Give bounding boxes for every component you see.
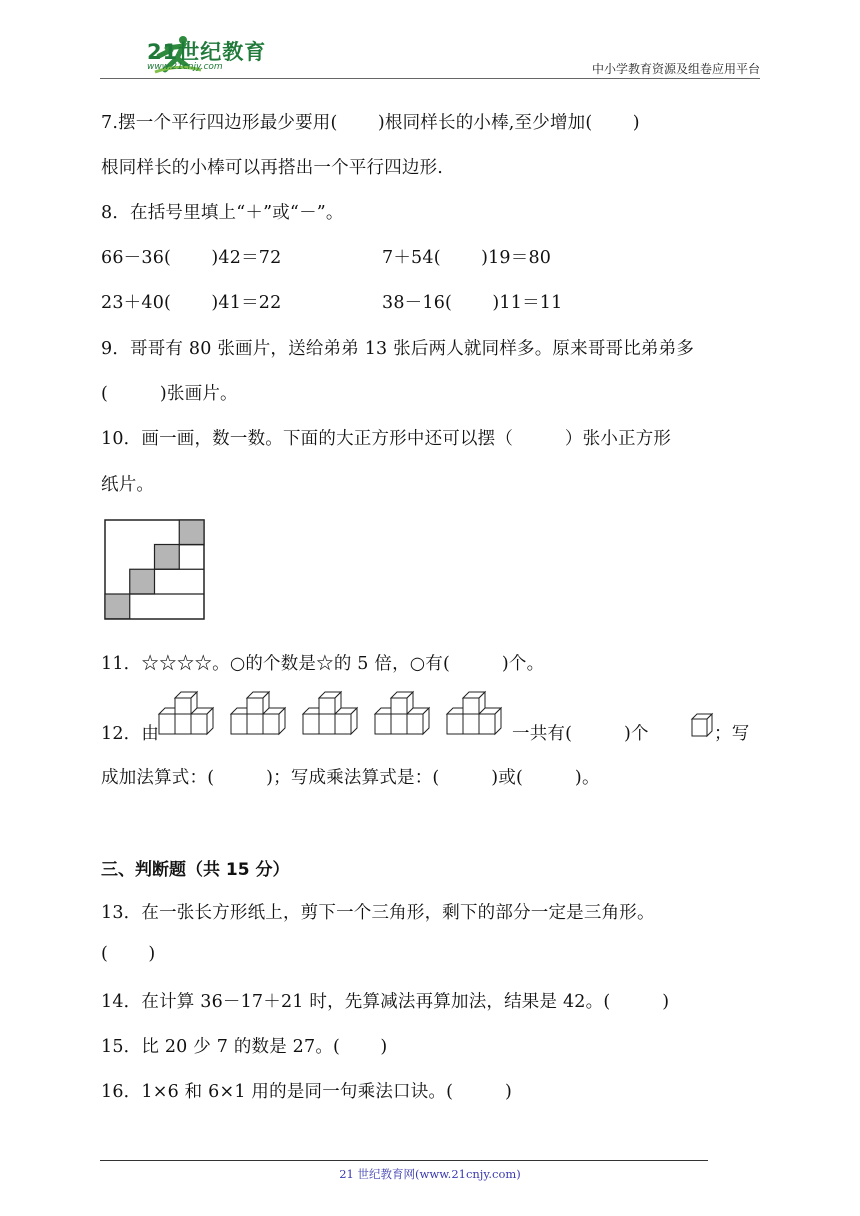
q7-line1: 7.摆一个平行四边形最少要用( )根同样长的小棒,至少增加( ) (101, 113, 640, 133)
header-platform-text: 中小学教育资源及组卷应用平台 (591, 62, 760, 76)
q10-line2: 纸片。 (101, 475, 155, 495)
q8-item-b: 7＋54( )19＝80 (382, 248, 552, 268)
section-title-judgement: 三、判断题（共 15 分） (101, 860, 290, 880)
footer-divider (100, 1160, 708, 1161)
header-divider (100, 78, 760, 79)
q12-line2: 成加法算式：( )；写成乘法算式是：( )或( )。 (101, 768, 600, 788)
cube-stack-2 (231, 692, 285, 734)
q8-title: 8．在括号里填上“＋”或“－”。 (101, 203, 344, 223)
q13-line2: ( ) (101, 944, 156, 964)
q10-line1: 10．画一画，数一数。下面的大正方形中还可以摆（ ）张小正方形 (101, 429, 672, 449)
q7-line2: 根同样长的小棒可以再搭出一个平行四边形. (101, 158, 444, 178)
cube-stacks-figure (159, 688, 514, 738)
q8-item-d: 38－16( )11＝11 (382, 293, 563, 313)
q8-item-c: 23＋40( )41＝22 (101, 293, 282, 313)
q12-prefix: 12．由 (101, 724, 160, 744)
small-square (179, 520, 204, 545)
q8-item-a: 66－36( )42＝72 (101, 248, 282, 268)
footer-text[interactable]: 21 世纪教育网(www.21cnjy.com) (339, 1167, 521, 1181)
q9-line2: ( )张画片。 (101, 384, 238, 404)
q9-line1: 9．哥哥有 80 张画片，送给弟弟 13 张后两人就同样多。原来哥哥比弟弟多 (101, 339, 695, 359)
q13-line1: 13．在一张长方形纸上，剪下一个三角形，剩下的部分一定是三角形。 (101, 903, 655, 923)
q14: 14．在计算 36－17＋21 时，先算减法再算加法，结果是 42。( ) (101, 992, 670, 1012)
q11: 11．☆☆☆☆。○的个数是☆的 5 倍，○有( )个。 (101, 654, 545, 674)
cube-stack-3 (303, 692, 357, 734)
logo-url: www.21cnjy.com (147, 62, 223, 72)
big-square-figure (104, 519, 206, 621)
single-cube-icon (691, 712, 713, 738)
small-square (105, 594, 130, 619)
cube-stack-4 (375, 692, 429, 734)
q12-mid: 一共有( )个 (512, 724, 649, 744)
small-square (130, 569, 155, 594)
small-square (155, 545, 180, 570)
q16: 16．1×6 和 6×1 用的是同一句乘法口诀。( ) (101, 1082, 513, 1102)
logo-text: 21世纪教育 (147, 40, 267, 64)
q12-suffix: ；写 (714, 724, 750, 744)
cube-stack-1 (159, 692, 213, 734)
q15: 15．比 20 少 7 的数是 27。( ) (101, 1037, 388, 1057)
cube-stack-5 (447, 692, 501, 734)
